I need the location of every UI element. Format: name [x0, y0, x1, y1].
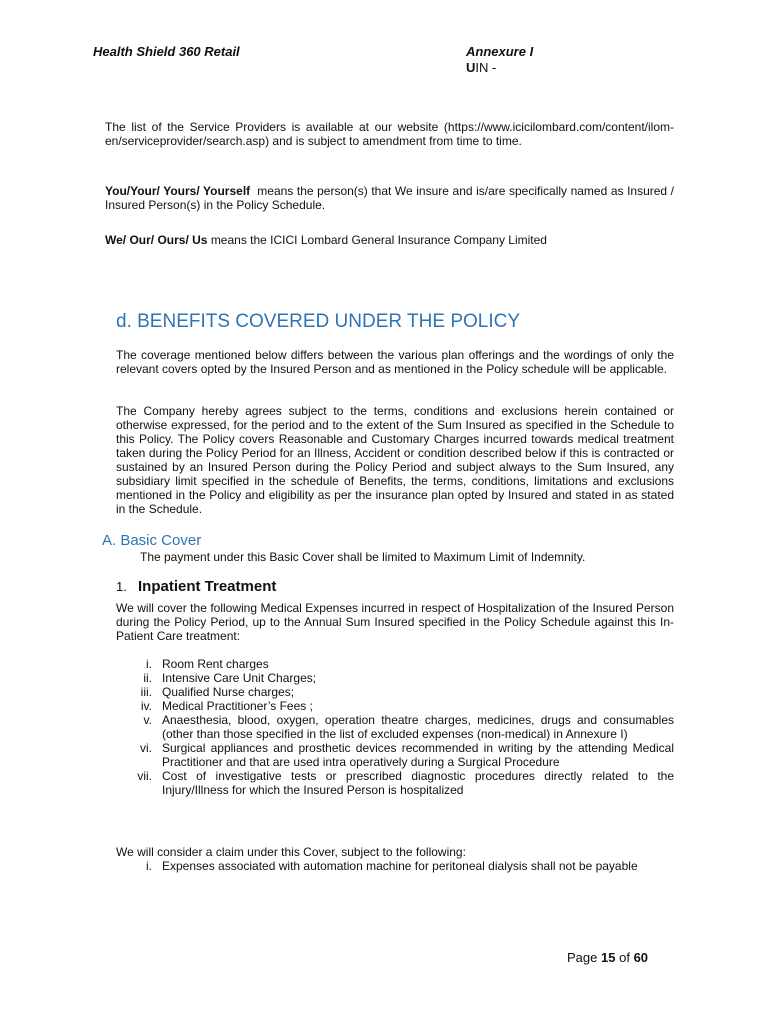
- inpatient-list-item: [116, 657, 674, 671]
- list-item-number: vi.: [140, 741, 152, 755]
- inpatient-list-item: [116, 769, 674, 797]
- list-item-text: Intensive Care Unit Charges;: [162, 671, 317, 685]
- section-d-paragraph-2: The Company hereby agrees subject to the terms, conditions and exclusions herein contained or otherwise expressed, for the period and to the extent of the Sum Insured as specified in the Schedule to this Policy. The Policy covers Reasonable and Customary Charges incurred towards medical treatment taken during the Policy Period for an Illness, Accident or condition described below if this is contracted or sustained by an Insured Person during the Policy Period and subject always to the Sum Insured, any subsidiary limit specified in the schedule of Benefits, the terms, conditions, limitations and exclusions mentioned in the Policy and eligibility as per the insurance plan opted by Insured and stated in as stated in the Schedule.: [116, 404, 674, 516]
- list-item-text: Qualified Nurse charges;: [162, 685, 295, 699]
- list-item-number: iii.: [140, 685, 152, 699]
- inpatient-list-item: [116, 685, 674, 699]
- header-annexure: Annexure I: [466, 44, 534, 59]
- claim-condition-item: [116, 859, 674, 873]
- inpatient-number: 1.: [116, 579, 127, 594]
- we-definition-text: means the ICICI Lombard General Insurance Company Limited: [210, 233, 547, 247]
- current-page-number: 15: [601, 950, 616, 965]
- list-item-number: i.: [146, 657, 152, 671]
- list-item-number: i.: [146, 859, 152, 873]
- page-number-footer: [567, 950, 648, 965]
- list-item-number: ii.: [143, 671, 152, 685]
- list-item-number: vii.: [137, 769, 152, 783]
- you-definition-text: means the person(s) that We insure and is/are specifically named as Insured / Insured Person(s) in the Policy Schedule.: [105, 184, 674, 212]
- basic-cover-text: The payment under this Basic Cover shall be limited to Maximum Limit of Indemnity.: [140, 550, 586, 564]
- we-definition: [105, 233, 674, 247]
- inpatient-title: Inpatient Treatment: [138, 578, 277, 595]
- list-item-text: Expenses associated with automation machine for peritoneal dialysis shall not be payable: [162, 859, 638, 873]
- inpatient-intro: We will cover the following Medical Expenses incurred in respect of Hospitalization of the Insured Person during the Policy Period, up to the Annual Sum Insured specified in the Policy Schedule against this In-Patient Care treatment:: [116, 601, 674, 643]
- inpatient-list-item: [116, 699, 674, 713]
- you-definition: [105, 184, 674, 212]
- list-item-text: Room Rent charges: [162, 657, 269, 671]
- basic-cover-title: A. Basic Cover: [102, 532, 202, 549]
- inpatient-items-list: [116, 657, 674, 797]
- header-uin-bold: U: [466, 60, 476, 75]
- claim-conditions-list: [116, 859, 674, 873]
- list-item-text: Surgical appliances and prosthetic devices recommended in writing by the attending Medical Practitioner and that are used intra operatively during a Surgical Procedure: [162, 741, 674, 769]
- list-item-text: Anaesthesia, blood, oxygen, operation theatre charges, medicines, drugs and consumables (other than those specified in the list of excluded expenses (non-medical) in Annexure I): [162, 713, 674, 741]
- inpatient-list-item: [116, 671, 674, 685]
- claim-conditions-intro: We will consider a claim under this Cover, subject to the following:: [116, 845, 466, 859]
- list-item-text: Medical Practitioner’s Fees ;: [162, 699, 313, 713]
- list-item-text: Cost of investigative tests or prescribed diagnostic procedures directly related to the Injury/Illness for which the Insured Person is hospitalized: [162, 769, 674, 797]
- total-pages: 60: [633, 950, 649, 965]
- inpatient-list-item: [116, 741, 674, 769]
- header-uin-rest: IN -: [475, 60, 497, 75]
- inpatient-heading: [116, 578, 276, 596]
- list-item-number: iv.: [140, 699, 152, 713]
- list-item-number: v.: [143, 713, 152, 727]
- page-label: Page: [567, 950, 598, 965]
- section-d-title: d. BENEFITS COVERED UNDER THE POLICY: [116, 311, 521, 332]
- header-uin: [466, 60, 496, 75]
- section-d-paragraph-1: The coverage mentioned below differs between the various plan offerings and the wordings of only the relevant covers opted by the Insured Person and as mentioned in the Policy schedule will be applicable.: [116, 348, 674, 376]
- we-term: We/ Our/ Ours/ Us: [105, 233, 208, 247]
- service-providers-paragraph: The list of the Service Providers is available at our website (https://www.icicilombard.com/content/ilom-en/serviceprovider/search.asp) and is subject to amendment from time to time.: [105, 120, 674, 148]
- inpatient-list-item: [116, 713, 674, 741]
- header-product-name: Health Shield 360 Retail: [93, 44, 240, 59]
- of-label: of: [619, 950, 630, 965]
- you-term: You/Your/ Yours/ Yourself: [105, 184, 251, 198]
